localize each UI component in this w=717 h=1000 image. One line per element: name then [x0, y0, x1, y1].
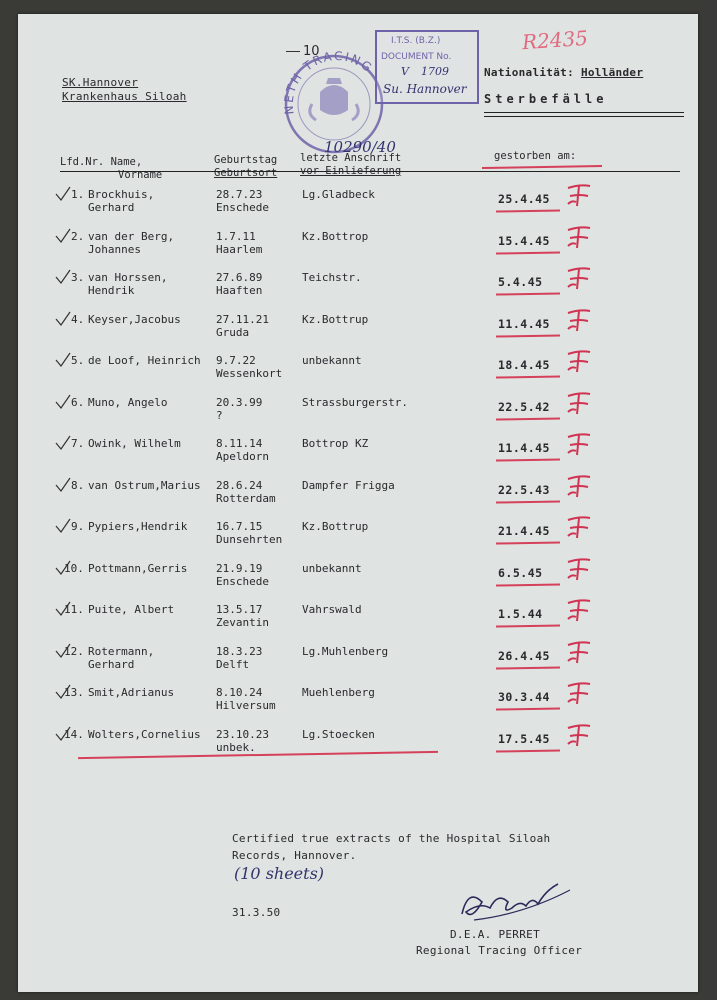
row-birth-place: Zevantin [216, 616, 269, 629]
row-address: unbekannt [302, 562, 362, 575]
row-death-date: 1.5.44 [498, 607, 543, 621]
row-death-date: 22.5.42 [498, 400, 550, 414]
row-number: 5. [71, 354, 85, 367]
red-cross-icon [564, 182, 594, 208]
its-stamp-volume: V [401, 65, 409, 78]
row-surname: de Loof, Heinrich [88, 354, 201, 367]
row-birth-place: Delft [216, 658, 250, 671]
row-firstname: Johannes [88, 243, 141, 256]
row-number: 11. [64, 603, 84, 616]
row-death-date: 22.5.43 [498, 483, 550, 497]
its-stamp-line1: I.T.S. (B.Z.) [391, 36, 441, 46]
red-cross-icon [564, 224, 594, 250]
death-date-underline [496, 749, 560, 752]
row-address: Vahrswald [302, 603, 362, 616]
row-surname: Brockhuis, [88, 188, 155, 201]
table-row [18, 354, 698, 394]
death-date-underline [496, 375, 560, 378]
row-birth [216, 230, 262, 256]
red-cross-icon [564, 680, 594, 706]
row-surname: Puite, Albert [88, 603, 175, 616]
row-name [88, 271, 167, 297]
row-birth-place: Dunsehrten [216, 533, 283, 546]
table-row [18, 437, 698, 477]
row-birth-place: Apeldorn [216, 450, 269, 463]
header-rule [60, 171, 680, 172]
death-date-underline [496, 666, 560, 669]
red-cross-icon [564, 431, 594, 457]
signer-title: Regional Tracing Officer [416, 944, 583, 957]
row-death-date: 11.4.45 [498, 441, 550, 455]
table-row [18, 479, 698, 519]
row-number: 2. [71, 230, 85, 243]
row-birth [216, 479, 276, 505]
row-surname: van der Berg, [88, 230, 175, 243]
signature [454, 876, 574, 926]
row-surname: Muno, Angelo [88, 396, 168, 409]
table-row [18, 188, 698, 228]
col-header-death: gestorben am: [494, 150, 577, 162]
row-surname: van Ostrum,Marius [88, 479, 201, 492]
sheets-note: (10 sheets) [234, 864, 325, 883]
row-name [88, 354, 201, 367]
table-row [18, 645, 698, 685]
row-death-date: 26.4.45 [498, 649, 550, 663]
nationality-value: Holländer [580, 66, 644, 79]
signer-name: D.E.A. PERRET [450, 928, 540, 941]
row-birth-date: 1.7.11 [216, 230, 256, 243]
row-surname: Smit,Adrianus [88, 686, 175, 699]
row-number: 9. [71, 520, 85, 533]
row-firstname: Gerhard [88, 201, 135, 214]
row-birth-place: ? [216, 409, 223, 422]
row-name [88, 562, 187, 575]
row-death-date: 30.3.44 [498, 690, 550, 704]
checkmark-icon [54, 518, 72, 534]
svg-text:NETH TRACING: NETH TRACING [281, 48, 376, 116]
row-address: Kz.Bottrup [302, 313, 369, 326]
row-birth-place: unbek. [216, 741, 256, 754]
row-number: 10. [64, 562, 84, 575]
row-birth-date: 28.6.24 [216, 479, 263, 492]
death-date-underline [496, 707, 560, 710]
table-row [18, 313, 698, 353]
nationality-label: Nationalität: [484, 66, 574, 79]
row-birth-place: Enschede [216, 575, 269, 588]
title-underline-1 [484, 112, 684, 113]
col-header-address: letzte Anschrift vor Einlieferung [300, 152, 402, 177]
death-date-underline [496, 541, 560, 544]
row-birth-place: Wessenkort [216, 367, 283, 380]
red-cross-icon [564, 473, 594, 499]
row-birth [216, 437, 269, 463]
row-address: Kz.Bottrup [302, 520, 369, 533]
red-cross-icon [564, 514, 594, 540]
header-red-underline [482, 165, 602, 169]
row-number: 6. [71, 396, 85, 409]
org-line-1: SK.Hannover [62, 76, 139, 89]
row-surname: Keyser,Jacobus [88, 313, 181, 326]
its-stamp-line2: DOCUMENT No. [381, 52, 452, 62]
row-number: 4. [71, 313, 85, 326]
its-document-stamp [375, 30, 479, 104]
row-birth-place: Hilversum [216, 699, 276, 712]
checkmark-icon [54, 435, 72, 451]
row-death-date: 6.5.45 [498, 566, 543, 580]
row-number: 3. [71, 271, 85, 284]
row-number: 8. [71, 479, 85, 492]
death-date-underline [496, 209, 560, 212]
col-header-birth: Geburtstag Geburtsort [214, 154, 278, 179]
red-cross-icon [564, 722, 594, 748]
row-name [88, 188, 154, 214]
row-birth [216, 520, 282, 546]
row-name [88, 396, 167, 409]
document-sheet [18, 14, 698, 992]
row-birth-place: Haaften [216, 284, 263, 297]
red-cross-icon [564, 390, 594, 416]
row-birth [216, 354, 282, 380]
row-address: unbekannt [302, 354, 362, 367]
row-name [88, 479, 201, 492]
row-surname: Pottmann,Gerris [88, 562, 188, 575]
red-cross-icon [564, 307, 594, 333]
red-cross-icon [564, 556, 594, 582]
row-address: Dampfer Frigga [302, 479, 395, 492]
row-surname: Wolters,Cornelius [88, 728, 201, 741]
row-birth-date: 18.3.23 [216, 645, 263, 658]
row-number: 14. [64, 728, 84, 741]
row-death-date: 21.4.45 [498, 524, 550, 538]
table-row [18, 603, 698, 643]
nationality [484, 66, 643, 79]
checkmark-icon [54, 311, 72, 327]
red-cross-icon [564, 265, 594, 291]
row-name [88, 520, 187, 533]
row-number: 12. [64, 645, 84, 658]
row-birth-date: 20.3.99 [216, 396, 263, 409]
checkmark-icon [54, 394, 72, 410]
death-date-underline [496, 292, 560, 295]
row-birth [216, 728, 269, 754]
row-name [88, 686, 174, 699]
row-birth [216, 562, 269, 588]
certification-line-1: Certified true extracts of the Hospital Siloah [232, 832, 551, 845]
row-birth-place: Rotterdam [216, 492, 276, 505]
row-death-date: 5.4.45 [498, 275, 543, 289]
row-birth [216, 686, 276, 712]
red-cross-icon [564, 639, 594, 665]
row-name [88, 645, 154, 671]
row-death-date: 25.4.45 [498, 192, 550, 206]
its-stamp-number: 1709 [421, 65, 449, 78]
row-firstname: Hendrik [88, 284, 135, 297]
checkmark-icon [54, 352, 72, 368]
row-name [88, 603, 174, 616]
row-birth-date: 16.7.15 [216, 520, 263, 533]
row-firstname: Gerhard [88, 658, 135, 671]
certification-line-2: Records, Hannover. [232, 849, 357, 862]
row-birth-date: 9.7.22 [216, 354, 256, 367]
certification-date: 31.3.50 [232, 906, 281, 919]
red-cross-icon [564, 348, 594, 374]
row-address: Lg.Muhlenberg [302, 645, 389, 658]
row-number: 7. [71, 437, 85, 450]
row-death-date: 17.5.45 [498, 732, 550, 746]
org-line-2: Krankenhaus Siloah [62, 90, 187, 103]
table-row [18, 520, 698, 560]
row-address: Lg.Stoecken [302, 728, 375, 741]
row-birth-place: Haarlem [216, 243, 263, 256]
row-death-date: 11.4.45 [498, 317, 550, 331]
red-cross-icon [564, 597, 594, 623]
page-mark: 10 [286, 44, 320, 59]
checkmark-icon [54, 477, 72, 493]
table-row [18, 271, 698, 311]
death-date-underline [496, 458, 560, 461]
title-underline-2 [484, 116, 684, 117]
row-name [88, 437, 181, 450]
row-birth [216, 396, 262, 422]
row-birth-date: 21.9.19 [216, 562, 263, 575]
table-row [18, 396, 698, 436]
page-title: Sterbefälle [484, 92, 608, 106]
row-surname: van Horssen, [88, 271, 168, 284]
row-address: Bottrop KZ [302, 437, 369, 450]
row-address: Muehlenberg [302, 686, 375, 699]
row-birth-date: 23.10.23 [216, 728, 269, 741]
row-address: Kz.Bottrop [302, 230, 369, 243]
row-address: Teichstr. [302, 271, 362, 284]
row-surname: Rotermann, [88, 645, 155, 658]
row-name [88, 230, 174, 256]
row-birth [216, 645, 262, 671]
table-row [18, 686, 698, 726]
row-surname: Owink, Wilhelm [88, 437, 181, 450]
red-file-reference: R2435 [521, 25, 589, 55]
death-date-underline [496, 583, 560, 586]
row-death-date: 18.4.45 [498, 358, 550, 372]
row-birth-date: 8.10.24 [216, 686, 263, 699]
row-birth [216, 603, 269, 629]
row-address: Strassburgerstr. [302, 396, 408, 409]
row-birth [216, 313, 269, 339]
row-birth [216, 271, 262, 297]
death-date-underline [496, 334, 560, 337]
row-birth-place: Enschede [216, 201, 269, 214]
row-address: Lg.Gladbeck [302, 188, 375, 201]
table-row [18, 728, 698, 768]
death-date-underline [496, 251, 560, 254]
death-date-underline [496, 500, 560, 503]
col-header-name: Lfd.Nr. Name, Vorname [60, 156, 163, 181]
its-stamp-location: Su. Hannover [383, 82, 467, 96]
row-name [88, 313, 181, 326]
row-birth-date: 28.7.23 [216, 188, 263, 201]
row-birth-date: 13.5.17 [216, 603, 263, 616]
checkmark-icon [54, 269, 72, 285]
table-row [18, 562, 698, 602]
row-name [88, 728, 201, 741]
row-surname: Pypiers,Hendrik [88, 520, 188, 533]
row-birth-date: 27.11.21 [216, 313, 269, 326]
row-birth [216, 188, 269, 214]
row-birth-date: 27.6.89 [216, 271, 263, 284]
handwritten-reference: 10290/40 [324, 138, 396, 156]
table-row [18, 230, 698, 270]
death-date-underline [496, 624, 560, 627]
row-birth-place: Gruda [216, 326, 250, 339]
row-birth-date: 8.11.14 [216, 437, 263, 450]
checkmark-icon [54, 228, 72, 244]
row-number: 13. [64, 686, 84, 699]
checkmark-icon [54, 186, 72, 202]
row-death-date: 15.4.45 [498, 234, 550, 248]
row-number: 1. [71, 188, 85, 201]
death-date-underline [496, 417, 560, 420]
